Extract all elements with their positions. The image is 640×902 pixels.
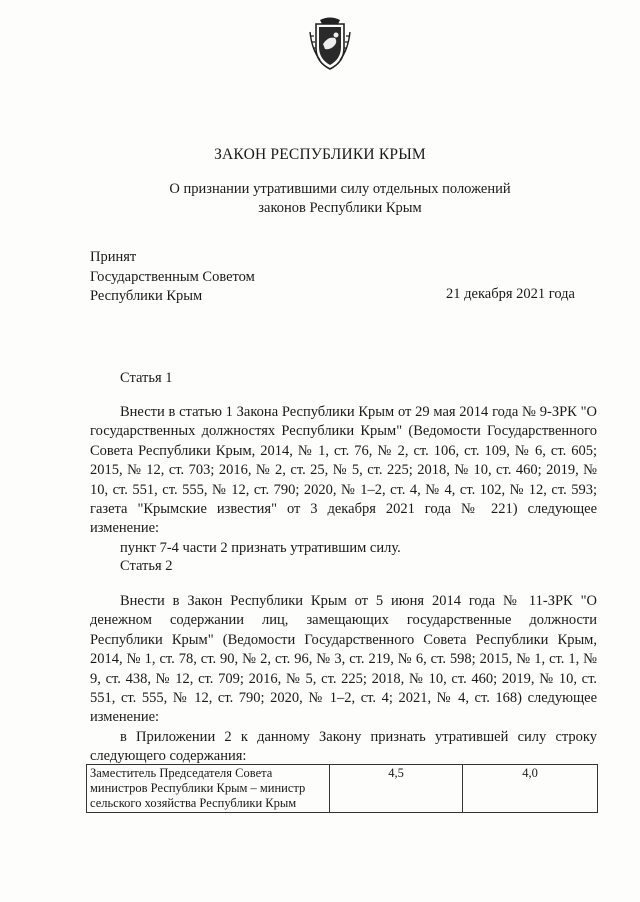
document-subtitle bbox=[120, 180, 560, 218]
adoption-line: Принят bbox=[90, 249, 137, 265]
subtitle-line: законов Республики Крым bbox=[258, 200, 422, 216]
table-row bbox=[87, 765, 598, 813]
adoption-line: Республики Крым bbox=[90, 288, 203, 304]
article-1-heading: Статья 1 bbox=[120, 370, 173, 386]
article-2-heading: Статья 2 bbox=[120, 558, 173, 574]
article-2-item: в Приложении 2 к данному Закону признать утратившей силу строку следующего содержания: bbox=[90, 728, 597, 765]
article-1-body bbox=[90, 403, 597, 558]
adoption-block bbox=[90, 248, 255, 307]
position-line: министров Республики Крым – министр bbox=[90, 781, 306, 795]
adoption-line: Государственным Советом bbox=[90, 268, 255, 285]
position-cell bbox=[87, 765, 330, 813]
article-1-item: пункт 7-4 части 2 признать утратившим силу. bbox=[120, 539, 401, 556]
position-line: Заместитель Председателя Совета bbox=[90, 766, 273, 780]
document-title: ЗАКОН РЕСПУБЛИКИ КРЫМ bbox=[214, 146, 426, 163]
subtitle-line: О признании утратившими силу отдельных положений bbox=[169, 181, 511, 197]
article-2-body bbox=[90, 592, 597, 767]
position-line: сельского хозяйства Республики Крым bbox=[90, 796, 297, 810]
article-2-text: Внести в Закон Республики Крым от 5 июня 2014 года № 11-ЗРК "О денежном содержании лиц, замещающих государственные должности Республики Крым" (Ведомости Государственного Совета Республики Крым, 2014, № 1, ст. 78, ст. 90, № 2, ст. 96, № 3, ст. 219, № 6, ст. 598; 2015, № 1, ст. 1, № 9, ст. 438, № 12, ст. 709; 2016, № 5, ст. 225; 2018, № 10, ст. 460; 2019, № 10, ст. 551, ст. 555, № 12, ст. 790; 2020, № 1–2, ст. 4; 2021, № 4, ст. 168) следующее изменение: bbox=[90, 593, 597, 726]
article-1-text: Внести в статью 1 Закона Республики Крым от 29 мая 2014 года № 9-ЗРК "О государственных должностях Республики Крым" (Ведомости Государственного Совета Республики Крым, 2014, № 1, ст. 76, № 2, ст. 106, ст. 109, № 6, ст. 605; 2015, № 12, ст. 703; 2016, № 2, ст. 25, № 5, ст. 225; 2018, № 10, ст. 460; 2019, № 10, ст. 551, ст. 555, № 12, ст. 790; 2020, № 1–2, ст. 4, № 4, ст. 102, № 12, ст. 593; газета "Крымские известия" от 3 декабря 2021 года № 221) следующее изменение: bbox=[90, 404, 597, 537]
value-cell: 4,5 bbox=[330, 765, 463, 813]
crimea-coat-of-arms-icon bbox=[308, 14, 352, 72]
salary-table bbox=[86, 764, 598, 813]
adoption-date: 21 декабря 2021 года bbox=[446, 286, 575, 302]
value-cell: 4,0 bbox=[463, 765, 598, 813]
